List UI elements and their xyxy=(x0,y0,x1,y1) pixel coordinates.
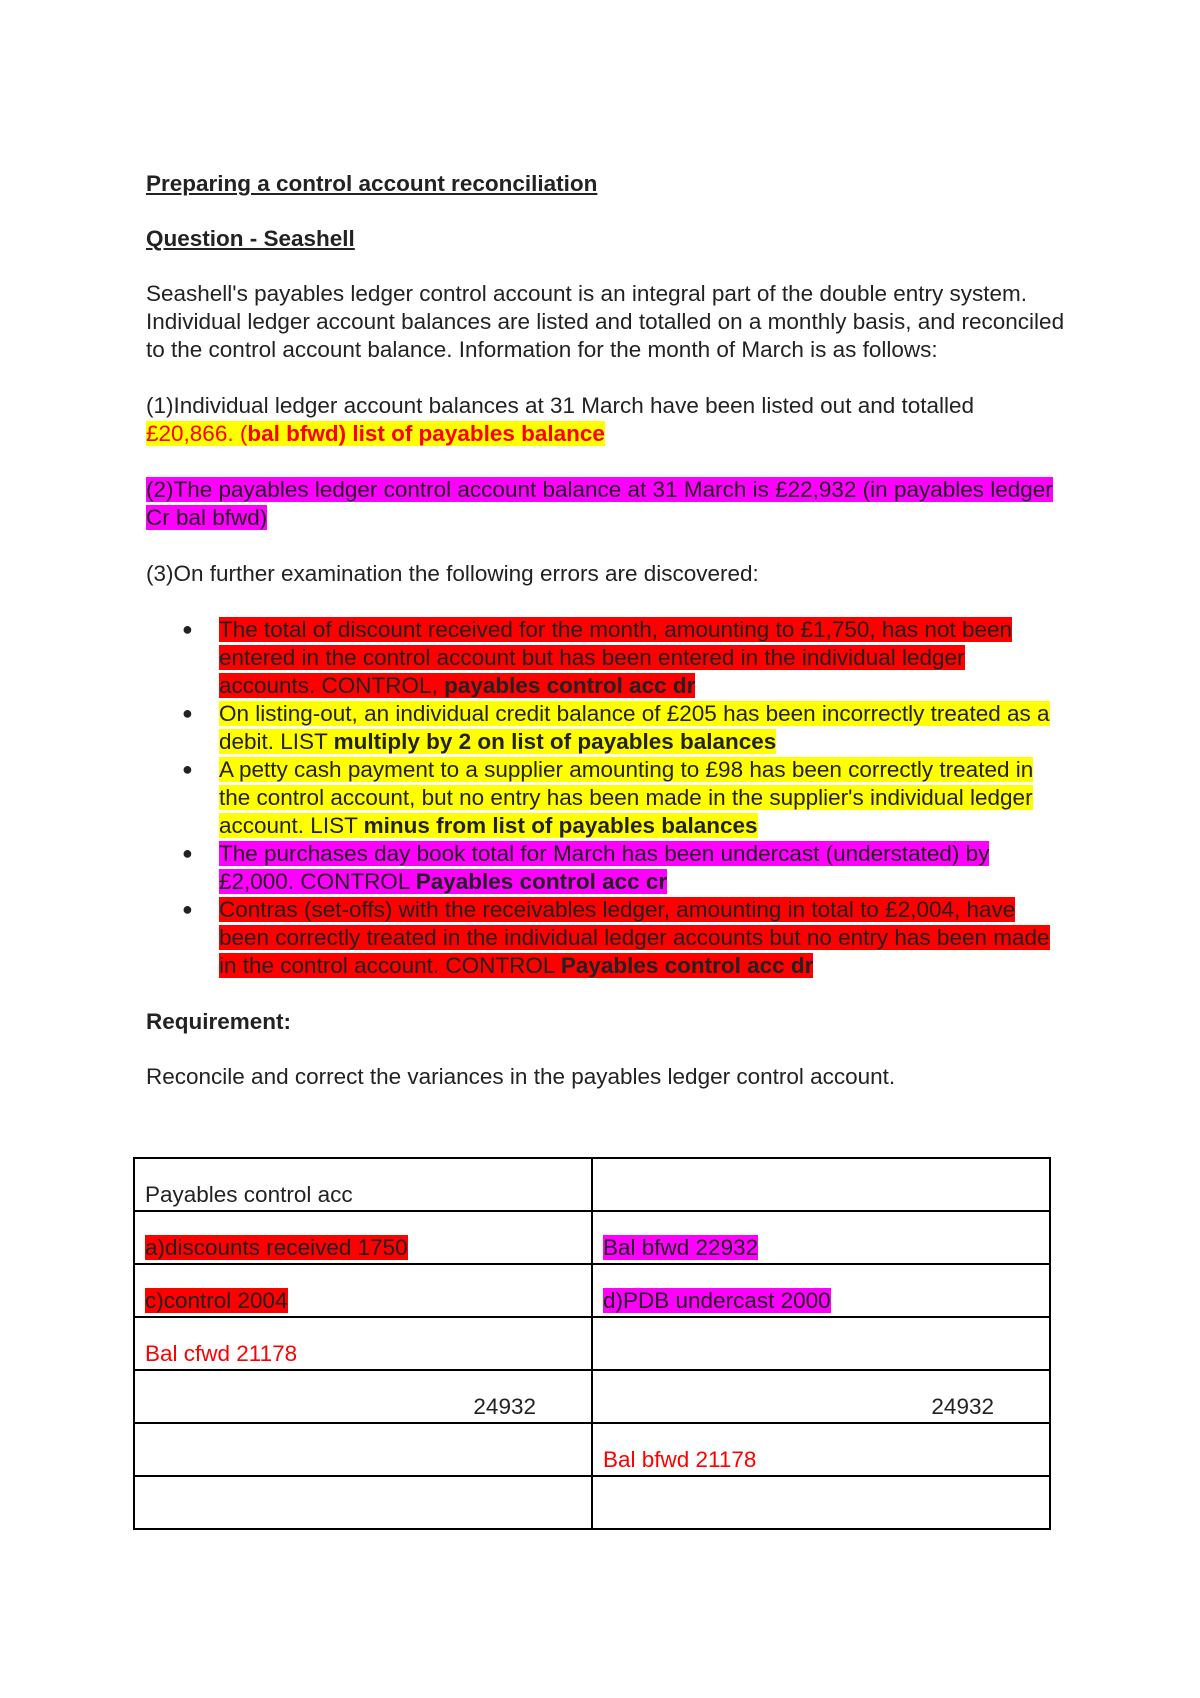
bullet-icon xyxy=(182,700,210,728)
table-cell xyxy=(592,1423,1050,1476)
requirement-label: Requirement: xyxy=(146,1009,292,1034)
intro-paragraph: Seashell's payables ledger control account is an integral part of the double entry system. Individual ledger account balances are listed and totalled on a monthly basis, and reconciled to the control account balance. Information for the month of March is as follows: xyxy=(146,281,1065,362)
account-title: Payables control acc xyxy=(145,1182,353,1207)
item-1-text: (1)Individual ledger account balances at 31 March have been listed out and totalled xyxy=(146,393,975,418)
item-2-text: (2)The payables ledger control account balance at 31 March is £22,932 (in payables ledger Cr bal bfwd) xyxy=(146,477,1053,530)
list-item xyxy=(146,700,1066,756)
bullet-icon xyxy=(182,896,210,924)
table-row xyxy=(134,1264,1050,1317)
total-right: 24932 xyxy=(931,1394,994,1419)
error-2-bold: multiply by 2 on list of payables balances xyxy=(333,729,777,754)
table-cell xyxy=(592,1264,1050,1317)
error-2-highlight xyxy=(219,701,1050,754)
table-cell xyxy=(592,1158,1050,1211)
total-left: 24932 xyxy=(473,1394,536,1419)
item-1-note: bal bfwd) list of payables balance xyxy=(247,421,605,446)
table-cell xyxy=(592,1476,1050,1529)
table-row xyxy=(134,1476,1050,1529)
error-5-highlight xyxy=(219,897,1050,978)
bullet-icon xyxy=(182,756,210,784)
bullet-icon xyxy=(182,840,210,868)
error-1-highlight xyxy=(219,617,1012,698)
table-cell xyxy=(134,1158,592,1211)
error-3-bold: minus from list of payables balances xyxy=(363,813,758,838)
document-content xyxy=(146,170,1066,1119)
error-4-highlight xyxy=(219,841,989,894)
error-1-bold: payables control acc dr xyxy=(444,673,696,698)
item-1 xyxy=(146,392,1066,448)
error-4-text: The purchases day book total for March has been undercast (understated) by £2,000. CONTROL xyxy=(219,841,990,894)
list-item xyxy=(146,756,1066,840)
item-3: (3)On further examination the following errors are discovered: xyxy=(146,561,759,586)
table-cell xyxy=(134,1370,592,1423)
bal-bfwd-entry: Bal bfwd 22932 xyxy=(603,1235,759,1260)
error-4-bold: Payables control acc cr xyxy=(415,869,668,894)
item-1-amount: £20,866. ( xyxy=(146,421,248,446)
table-cell xyxy=(134,1423,592,1476)
bal-bfwd-carried-entry: Bal bfwd 21178 xyxy=(603,1447,757,1472)
error-5-bold: Payables control acc dr xyxy=(560,953,814,978)
table-cell xyxy=(134,1476,592,1529)
table-row xyxy=(134,1211,1050,1264)
error-3-text: A petty cash payment to a supplier amounting to £98 has been correctly treated in the control account, but no entry has been made in the supplier's individual ledger account. LIST xyxy=(219,757,1034,838)
table-cell xyxy=(134,1317,592,1370)
question-heading: Question - Seashell xyxy=(146,226,355,251)
table-cell xyxy=(592,1211,1050,1264)
error-1-text: The total of discount received for the month, amounting to £1,750, has not been entered in the control account but has been entered in the individual ledger accounts. CONTROL, xyxy=(219,617,1013,698)
table-row xyxy=(134,1370,1050,1423)
table-cell xyxy=(592,1370,1050,1423)
bullet-icon xyxy=(182,616,210,644)
table-row xyxy=(134,1158,1050,1211)
list-item xyxy=(146,896,1066,980)
table-row xyxy=(134,1423,1050,1476)
error-5-text: Contras (set-offs) with the receivables ledger, amounting in total to £2,004, have been correctly treated in the individual ledger accounts but no entry has been made in the control account. CONTROL xyxy=(219,897,1050,978)
error-3-highlight xyxy=(219,757,1033,838)
list-item xyxy=(146,840,1066,896)
item-1-highlight xyxy=(146,421,605,446)
item-2 xyxy=(146,476,1066,532)
table-cell xyxy=(134,1264,592,1317)
page-title: Preparing a control account reconciliation xyxy=(146,171,598,196)
errors-list xyxy=(146,616,1066,980)
list-item xyxy=(146,616,1066,700)
table-cell xyxy=(134,1211,592,1264)
error-2-text: On listing-out, an individual credit balance of £205 has been incorrectly treated as a debit. LIST xyxy=(219,701,1050,754)
discounts-received-entry: a)discounts received 1750 xyxy=(145,1235,408,1260)
pdb-undercast-entry: d)PDB undercast 2000 xyxy=(603,1288,831,1313)
contra-entry: c)control 2004 xyxy=(145,1288,288,1313)
table-cell xyxy=(592,1317,1050,1370)
bal-cfwd-entry: Bal cfwd 21178 xyxy=(145,1341,298,1366)
payables-control-account-table xyxy=(133,1157,1051,1530)
requirement-text: Reconcile and correct the variances in the payables ledger control account. xyxy=(146,1064,896,1089)
table-row xyxy=(134,1317,1050,1370)
